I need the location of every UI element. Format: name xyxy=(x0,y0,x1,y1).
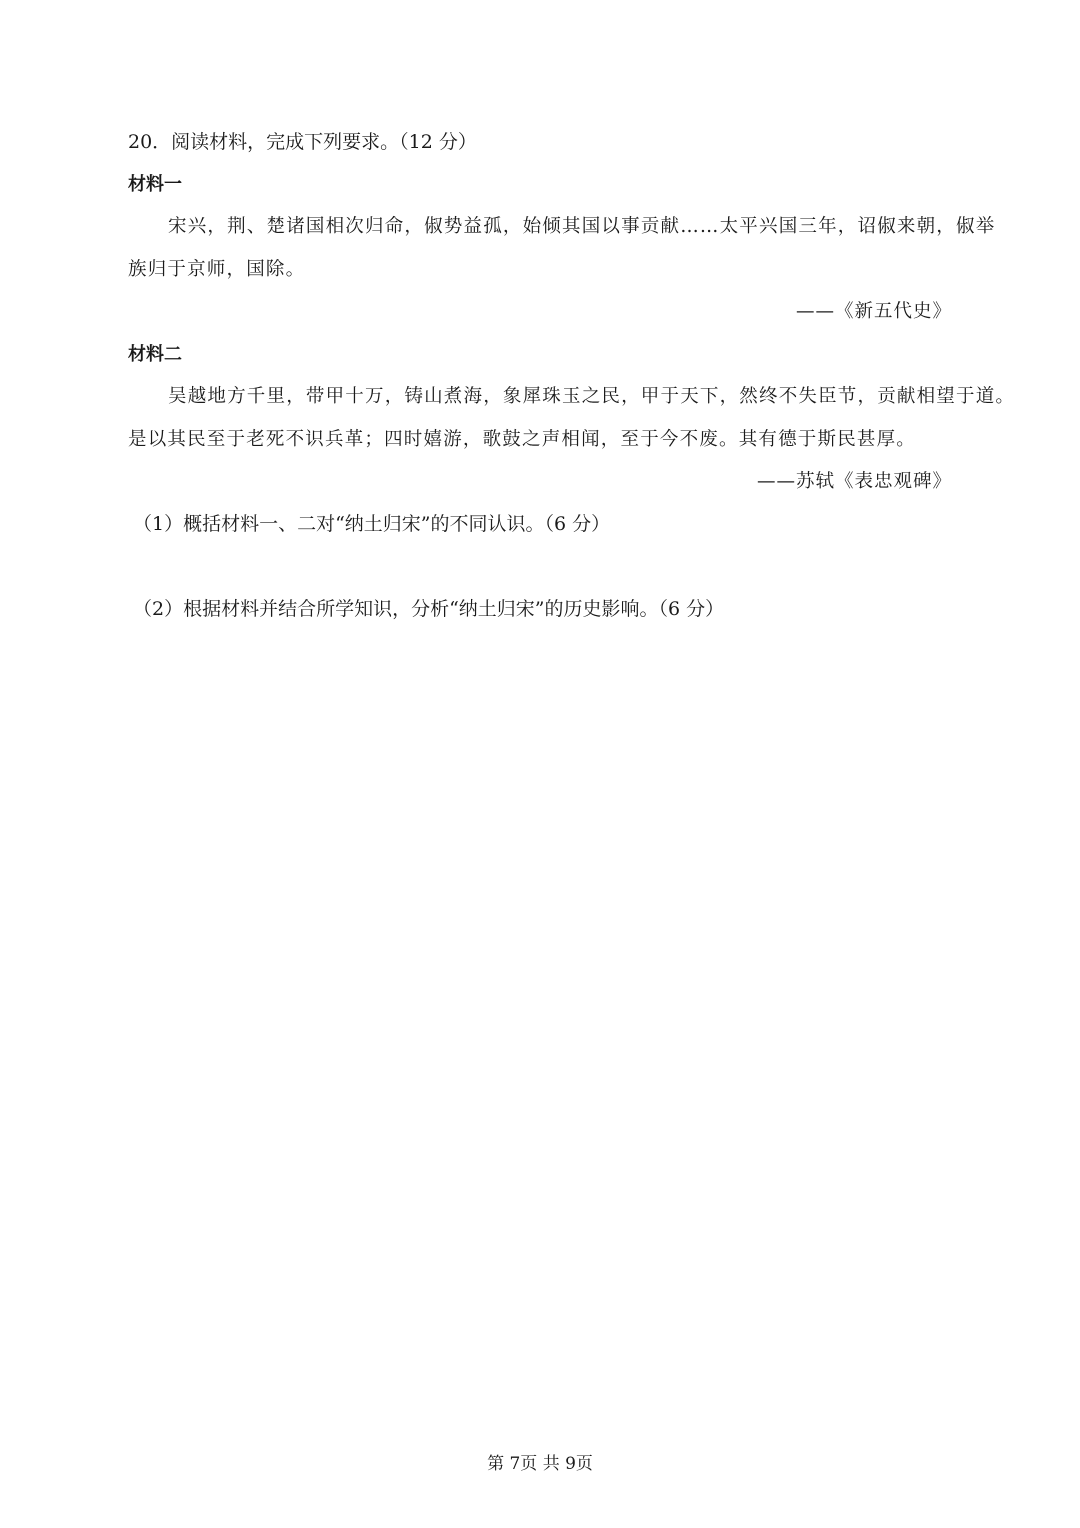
material-one-text-line-2: 族归于京师，国除。 xyxy=(128,259,306,280)
material-one-source: ——《新五代史》 xyxy=(795,301,952,322)
material-two-heading: 材料二 xyxy=(128,344,182,365)
material-two-source: ——苏轼《表忠观碑》 xyxy=(756,471,952,492)
material-two-text-line-1: 吴越地方千里，带甲十万，铸山煮海，象犀珠玉之民，甲于天下，然终不失臣节，贡献相望于道。 xyxy=(168,386,1016,407)
sub-question-1: （1）概括材料一、二对“纳土归宋”的不同认识。（6 分） xyxy=(133,513,611,535)
sub-question-2: （2）根据材料并结合所学知识，分析“纳土归宋”的历史影响。（6 分） xyxy=(133,598,725,620)
page-number-footer: 第 7页 共 9页 xyxy=(487,1454,593,1474)
material-two-text-line-2: 是以其民至于老死不识兵革；四时嬉游，歌鼓之声相闻，至于今不废。其有德于斯民甚厚。 xyxy=(128,429,917,450)
material-one-text-line-1: 宋兴，荆、楚诸国相次归命，俶势益孤，始倾其国以事贡献……太平兴国三年，诏俶来朝，俶举 xyxy=(168,216,996,237)
question-title: 20．阅读材料，完成下列要求。（12 分） xyxy=(128,131,477,153)
material-one-heading: 材料一 xyxy=(128,174,182,195)
